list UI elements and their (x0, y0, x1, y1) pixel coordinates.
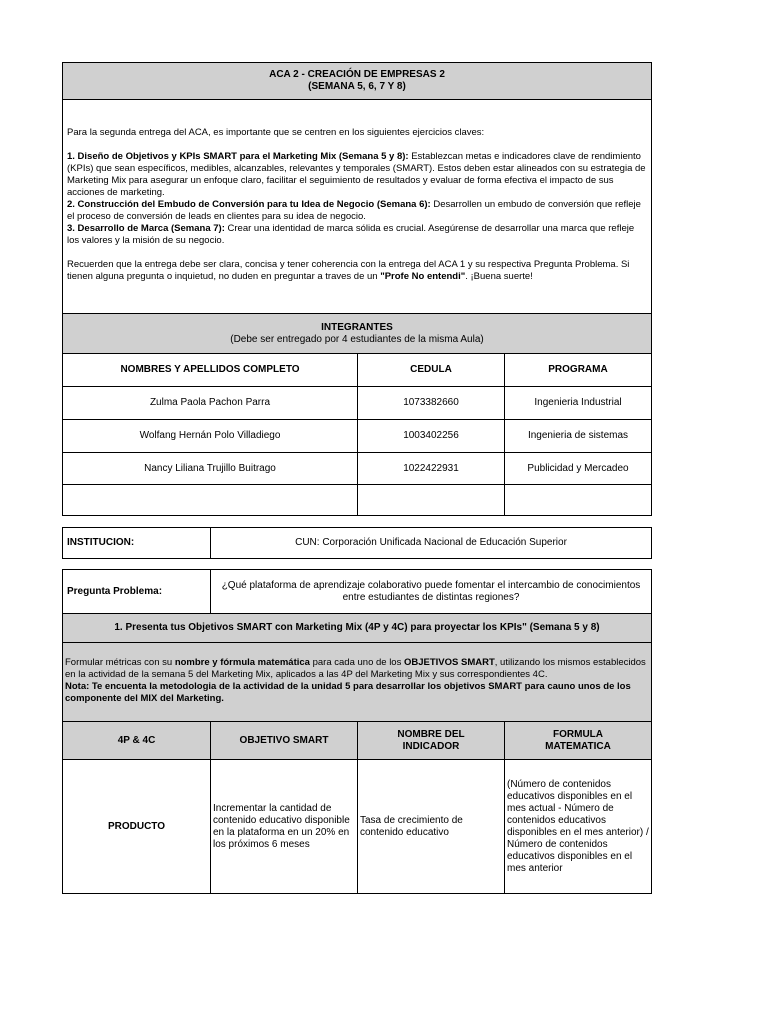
pregunta-value: ¿Qué plataforma de aprendizaje colaborativo puede fomentar el intercambio de conocimientos entre estudiantes de distintas regiones? (221, 579, 641, 603)
section1-note: Nota: Te encuenta la metodologia de la actividad de la unidad 5 para desarrollar los objetivos SMART para cauno unos de los componente del MIX del Marketing. (65, 681, 631, 704)
institucion-row (62, 527, 652, 559)
integrantes-subtitle: (Debe ser entregado por 4 estudiantes de la misma Aula) (230, 333, 484, 345)
item3-title: 3. Desarrollo de Marca (Semana 7): (67, 223, 225, 234)
member-name: Zulma Paola Pachon Parra (149, 397, 271, 408)
member-id: 1003402256 (403, 430, 459, 441)
smart-col-formula: FORMULA MATEMATICA (545, 728, 611, 752)
smart-col-objective: OBJETIVO SMART (239, 734, 329, 746)
closing-text-end: . ¡Buena suerte! (465, 271, 533, 282)
integrantes-header (62, 313, 652, 354)
pregunta-row (62, 569, 652, 614)
closing-text: Recuerden que la entrega debe ser clara, concisa y tener coherencia con la entrega del ACA 1 y su respectiva Pregunta Problema. Si tienen alguna pregunta o inquietud, no duden en preguntar a traves de un (67, 259, 630, 282)
member-program: Publicidad y Mercadeo (527, 462, 629, 474)
institucion-label: INSTITUCION: (67, 537, 135, 548)
smart-row-objective: Incrementar la cantidad de contenido educativo disponible en la plataforma en un 20% en los próximos 6 meses (213, 802, 350, 850)
col-header-name: NOMBRES Y APELLIDOS COMPLETO (120, 364, 300, 375)
section1-text-bold2: OBJETIVOS SMART (403, 657, 495, 668)
member-program: Ingenieria Industrial (534, 397, 622, 408)
document-title: ACA 2 - CREACIÓN DE EMPRESAS 2 (269, 69, 445, 80)
smart-col-indicator: NOMBRE DEL INDICADOR (397, 728, 465, 752)
section1-text-b: para cada uno de los (309, 657, 404, 668)
integrantes-table (62, 353, 652, 516)
smart-row-formula: (Número de contenidos educativos disponibles en el mes actual - Número de contenidos educativos disponibles en el mes anterior) / Número de contenidos educativos disponibles en el mes anterior (507, 778, 649, 874)
member-program: Ingenieria de sistemas (527, 430, 629, 441)
smart-col-4p4c: 4P & 4C (117, 734, 156, 746)
member-name: Wolfang Hernán Polo Villadiego (139, 430, 281, 441)
institucion-value: CUN: Corporación Unificada Nacional de Educación Superior (295, 537, 567, 548)
instructions-lead: Para la segunda entrega del ACA, es importante que se centren en los siguientes ejercicios claves: (67, 127, 485, 138)
smart-row-indicator: Tasa de crecimiento de contenido educativo (360, 814, 463, 838)
member-name: Nancy Liliana Trujillo Buitrago (144, 462, 276, 474)
item1-title: 1. Diseño de Objetivos y KPIs SMART para el Marketing Mix (Semana 5 y 8): (67, 151, 409, 162)
member-id: 1022422931 (403, 462, 459, 474)
item2-text: Desarrollen un embudo de conversión que refleje el proceso de conversión de leads en clientes para su idea de negocio. (67, 199, 641, 222)
pregunta-label: Pregunta Problema: (67, 585, 163, 597)
section1-text-c: , utilizando los mismos establecidos en la actividad de la semana 5 del Marketing Mix, aplicados a las 4P del Marketing Mix y sus correspondientes 4C. (65, 657, 646, 680)
smart-row-category: PRODUCTO (107, 820, 166, 832)
closing-bold: "Profe No entendi" (380, 271, 466, 282)
section1-description (62, 642, 652, 722)
item2-title: 2. Construcción del Embudo de Conversión para tu Idea de Negocio (Semana 6): (67, 199, 431, 210)
section1-text-a: Formular métricas con su (65, 657, 175, 668)
integrantes-title: INTEGRANTES (321, 321, 393, 333)
member-id: 1073382660 (403, 397, 459, 408)
smart-table (62, 721, 652, 894)
instructions-box (62, 99, 652, 314)
col-header-id: CEDULA (410, 364, 452, 375)
section1-title: 1. Presenta tus Objetivos SMART con Marketing Mix (4P y 4C) para proyectar los KPIs" (Semana 5 y 8) (114, 622, 600, 633)
document-subtitle: (SEMANA 5, 6, 7 Y 8) (308, 81, 406, 92)
document-header (62, 62, 652, 100)
item1-text: Establezcan metas e indicadores clave de rendimiento (KPIs) que sean específicos, medibles, alcanzables, relevantes y temporales (SMART). Estos deben estar alineados con su estrategia de Marketing Mix para asegurar un enfoque claro, facilitar el seguimiento de resultados y evaluar de forma efectiva el impacto de sus acciones de marketing. (67, 151, 646, 198)
item3-text: Crear una identidad de marca sólida es crucial. Asegúrense de desarrollar una marca que refleje los valores y la misión de su negocio. (67, 223, 635, 246)
section1-header (62, 613, 652, 643)
section1-text-bold1: nombre y fórmula matemática (174, 657, 310, 668)
col-header-program: PROGRAMA (548, 364, 608, 375)
